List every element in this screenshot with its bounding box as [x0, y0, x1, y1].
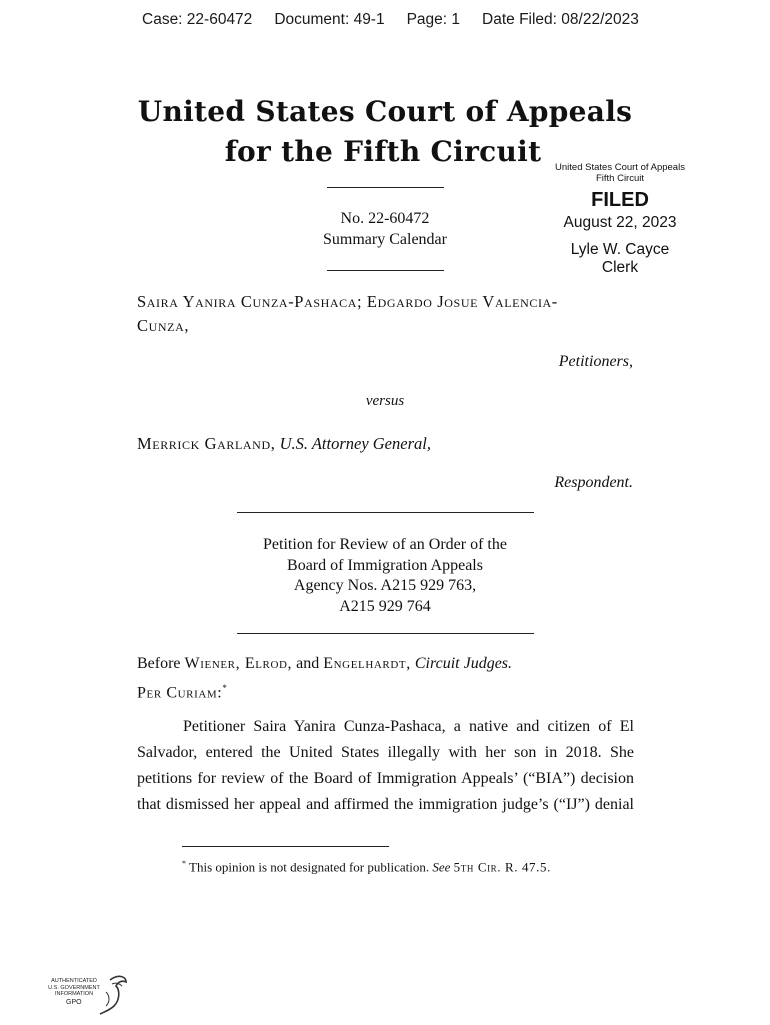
panel-before: Before: [137, 655, 181, 672]
petitioners-line2: Cunza,: [137, 316, 190, 335]
body-line2: Salvador, entered the United States illegally with her son in 2018. She: [137, 744, 634, 761]
per-curiam-label: Per Curiam:: [137, 684, 223, 702]
petition-line1: Petition for Review of an Order of the: [263, 536, 507, 553]
gpo-line1: AUTHENTICATED: [51, 978, 97, 984]
per-curiam: [137, 683, 227, 702]
stamp-clerk-title: Clerk: [601, 259, 639, 276]
stamp-clerk-name: Lyle W. Cayce: [570, 241, 670, 258]
document-header: [142, 11, 661, 29]
body-line4: that dismissed her appeal and affirmed the immigration judge’s (“IJ”) denial: [137, 796, 634, 813]
footnote-mark-2: *: [182, 859, 186, 868]
court-title-line2: for the Fifth Circuit: [224, 135, 542, 168]
gpo-line3: INFORMATION: [54, 991, 94, 997]
stamp-filed: FILED: [591, 189, 649, 211]
divider: [327, 270, 444, 271]
footnote-divider: [182, 846, 389, 847]
body-line1: Petitioner Saira Yanira Cunza-Pashaca, a native and citizen of El: [183, 718, 634, 735]
calendar-type: Summary Calendar: [323, 231, 447, 248]
stamp-court: United States Court of Appeals: [555, 162, 685, 173]
footnote: [182, 859, 551, 875]
divider: [237, 512, 534, 513]
court-title-line1: United States Court of Appeals: [137, 95, 633, 128]
respondent-title: U.S. Attorney General,: [279, 434, 431, 453]
petitioners-line1: Saira Yanira Cunza-Pashaca; Edgardo Josue Valencia-: [137, 292, 558, 311]
divider: [237, 633, 534, 634]
opinion-body: [137, 714, 634, 818]
page-number: Page: 1: [406, 11, 461, 28]
panel-line: [137, 655, 512, 673]
gpo-mark: GPO: [66, 998, 82, 1006]
respondent-label: Respondent.: [554, 474, 633, 491]
stamp-date: August 22, 2023: [563, 214, 677, 231]
document-number: Document: 49-1: [274, 11, 385, 28]
petition-line3: Agency Nos. A215 929 763,: [293, 577, 477, 594]
petition-line4: A215 929 764: [339, 597, 431, 615]
stamp-circuit: Fifth Circuit: [595, 173, 645, 184]
divider: [327, 187, 444, 188]
petitioners-label: Petitioners,: [558, 353, 633, 370]
panel-judge3: Engelhardt,: [323, 655, 411, 672]
docket-number: No. 22-60472: [340, 210, 430, 227]
petition-line2: Board of Immigration Appeals: [287, 556, 483, 574]
footnote-cite: 5th Cir. R. 47.5.: [453, 859, 551, 875]
petition-block: [185, 535, 585, 617]
panel-title: Circuit Judges.: [414, 655, 513, 672]
respondent-name: Merrick Garland,: [137, 434, 276, 453]
footnote-text: This opinion is not designated for publication.: [189, 859, 430, 875]
petitioners-names: [137, 290, 637, 338]
case-number: Case: 22-60472: [142, 11, 253, 28]
footnote-mark: *: [222, 683, 227, 693]
body-line3: petitions for review of the Board of Immigration Appeals’ (“BIA”) decision: [137, 770, 634, 787]
date-filed: Date Filed: 08/22/2023: [482, 11, 639, 28]
panel-judges: Wiener, Elrod,: [184, 655, 293, 672]
filed-stamp: [555, 162, 685, 277]
gpo-text: [40, 978, 108, 1006]
panel-and: and: [296, 655, 320, 672]
gpo-authentication-logo: [40, 972, 130, 1020]
versus: versus: [365, 393, 405, 409]
respondent-line: [137, 432, 637, 456]
footnote-see: See: [432, 859, 451, 875]
gpo-line2: U.S. GOVERNMENT: [48, 984, 100, 991]
